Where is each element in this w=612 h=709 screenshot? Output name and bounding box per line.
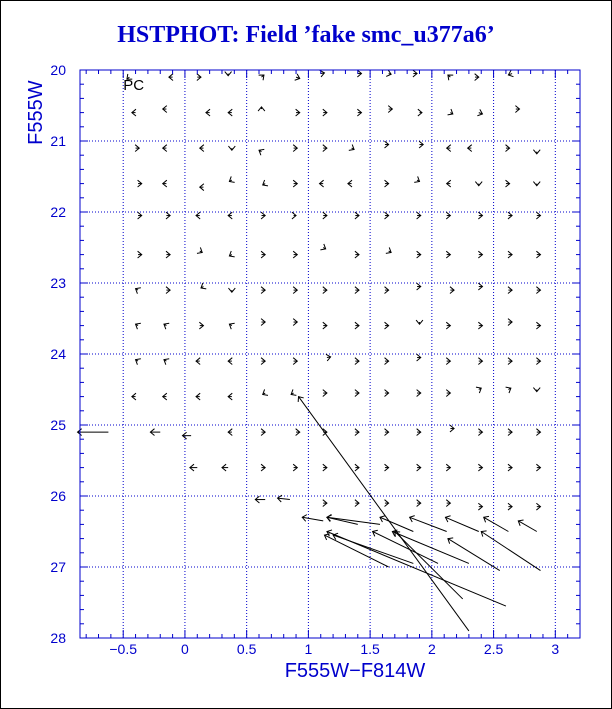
vector-arrow [536,464,540,471]
y-tick-label: 20 [50,62,66,78]
vector-head [136,359,141,365]
vector-arrow [166,287,170,294]
vector-arrow [506,387,511,393]
vector-arrow [326,354,331,361]
x-axis-label: F555W−F814W [284,660,426,682]
vector-arrow [478,212,482,219]
vector-arrow [536,212,540,219]
vector-arrow [417,429,421,436]
vector-arrow [259,75,264,80]
vector-arrow [169,74,173,81]
vector-arrow [484,516,509,531]
vector-arrow [355,429,359,436]
vector-arrow [468,145,472,152]
vector-arrow [201,283,206,289]
vector-shaft [392,532,469,564]
vector-arrow [417,464,421,471]
vector-head [197,247,202,253]
vector-shaft [299,397,469,631]
vector-arrow [163,393,167,400]
vector-head [164,359,169,365]
vector-arrow [228,393,232,400]
vector-arrow [478,322,482,329]
vector-arrow [385,287,389,294]
vector-arrow [386,70,391,77]
vector-arrow [228,109,232,116]
vector-arrow [293,145,297,152]
vector-arrow [135,145,139,152]
vector-arrow [478,464,482,471]
vector-arrow [132,393,136,400]
vector-arrow [298,397,469,631]
vector-arrow [228,429,232,436]
vector-arrow [261,212,265,219]
vector-layer [78,70,541,631]
axis-ticks [50,62,580,657]
vector-head [201,283,206,289]
vector-arrow [385,212,389,219]
vector-arrow [533,388,540,392]
vector-arrow [385,429,389,436]
vector-arrow [355,358,359,365]
vector-arrow [536,358,540,365]
vector-arrow [417,212,421,219]
vector-arrow [508,464,512,471]
vector-arrow [506,180,510,187]
y-tick-label: 22 [50,204,66,220]
vector-arrow [163,145,167,152]
vector-arrow [228,146,235,150]
vector-arrow [355,500,359,507]
vector-shaft [448,539,500,571]
x-tick-label: 3 [551,641,560,657]
vector-arrow [132,109,136,116]
vector-arrow [222,464,228,471]
vector-arrow [475,74,479,81]
vector-arrow [228,288,235,292]
vector-arrow [348,180,352,187]
vector-arrow [410,516,447,532]
vector-arrow [324,534,388,567]
vector-arrow [166,251,170,258]
vector-arrow [206,109,210,116]
vector-arrow [450,287,454,294]
vector-arrow [261,251,265,258]
vector-arrow [136,359,141,365]
vector-arrow [536,429,540,436]
vector-arrow [78,429,109,436]
x-tick-label: 0 [181,641,189,657]
vector-arrow [416,320,423,324]
vector-arrow [380,516,413,532]
x-tick-label: 2.5 [483,641,504,657]
vector-arrow [386,247,391,253]
vector-arrow [259,149,264,155]
x-tick-label: 2 [427,641,436,657]
vector-arrow [448,75,453,80]
vector-arrow [355,287,359,294]
vector-arrow [293,251,297,258]
vector-head [476,387,481,393]
vector-arrow [477,109,482,115]
vector-arrow [417,251,421,258]
vector-arrow [476,387,481,393]
x-tick-label: −0.5 [109,641,138,657]
vector-arrow [255,496,265,503]
vector-head [386,70,391,77]
vector-shaft [380,517,413,531]
vector-arrow [417,283,421,290]
y-tick-label: 21 [50,133,66,149]
x-tick-label: 1 [304,641,313,657]
vector-head [164,323,169,329]
vector-arrow [258,107,265,111]
x-tick-label: 1.5 [360,641,380,657]
vector-arrow [508,212,512,219]
vector-arrow [295,74,300,80]
vector-arrow [200,145,204,152]
vector-arrow [515,106,519,113]
vector-arrow [536,503,540,510]
vector-arrow [150,429,160,436]
vector-head [263,389,268,395]
y-tick-label: 26 [50,488,66,504]
vector-arrow [536,251,540,258]
vector-arrow [447,145,451,152]
vector-arrow [478,283,482,290]
vector-arrow [197,74,201,81]
vector-arrow [536,287,540,294]
y-tick-label: 24 [50,346,66,362]
vector-arrow [536,322,540,329]
vector-arrow [164,359,169,365]
vector-arrow [229,176,234,182]
chip-label: PC [123,76,145,94]
vector-arrow [448,109,453,115]
vector-arrow [323,500,327,507]
vector-arrow [136,323,141,329]
x-tick-label: 0.5 [236,641,257,657]
vector-shaft [327,532,506,607]
vector-arrow [138,180,142,187]
vector-arrow [446,358,450,365]
vector-arrow [446,464,450,471]
vector-head [259,149,264,155]
vector-arrow [475,182,482,186]
vector-arrow [293,358,297,365]
vector-arrow [197,247,202,253]
y-tick-label: 28 [50,630,66,646]
vector-arrow [450,425,454,432]
vector-arrow [323,322,327,329]
vector-arrow [225,72,232,76]
vector-head [229,176,234,182]
vector-head [448,109,453,115]
vector-arrow [446,500,450,507]
vector-arrow [508,503,512,510]
vector-arrow [261,358,265,365]
vector-arrow [533,150,540,154]
vector-arrow [355,322,359,329]
vector-arrow [385,180,389,187]
vector-arrow [136,288,141,294]
vector-arrow [355,464,359,471]
vector-arrow [478,251,482,258]
vector-head [506,387,511,393]
vector-head [136,288,141,294]
vector-arrow [293,319,297,326]
y-tick-label: 25 [50,417,66,433]
vector-arrow [196,212,200,219]
vector-arrow [261,429,265,436]
vector-arrow [261,287,265,294]
vector-arrow [261,464,265,471]
vector-head [349,145,354,151]
vector-arrow [229,251,234,257]
vector-arrow [508,429,512,436]
y-tick-label: 23 [50,275,66,291]
vector-arrow [323,287,327,294]
vector-arrow [200,184,204,191]
vector-arrow [355,212,359,219]
vector-arrow [385,500,389,507]
vector-arrow [385,464,389,471]
vector-shaft [518,521,537,532]
y-tick-label: 27 [50,559,66,575]
vector-arrow [263,180,268,186]
vector-arrow [385,358,389,365]
vector-arrow [518,520,537,532]
vector-arrow [323,145,327,152]
vector-arrow [349,145,354,151]
vector-arrow [302,515,323,522]
vector-arrow [163,180,167,187]
vector-shaft [410,517,447,531]
vector-arrow [418,109,422,116]
vector-arrow [293,464,297,471]
vector-arrow [199,322,203,329]
vector-arrow [228,358,232,365]
vector-arrow [446,212,450,219]
vector-head [229,251,234,257]
vector-arrow [355,390,359,397]
vector-arrow [417,500,421,507]
vector-arrow [357,109,361,116]
vector-arrow [164,323,169,329]
vector-arrow [508,70,513,76]
vector-head [386,247,391,253]
vector-shaft [373,532,438,564]
vector-head [320,244,325,250]
vector-arrow [138,212,142,219]
vector-arrow [417,390,421,397]
vector-arrow [196,358,200,365]
vector-arrow [355,251,359,258]
vector-head [229,323,234,329]
vector-arrow [166,212,170,219]
chart-title: HSTPHOT: Field ’fake smc_u377a6’ [117,22,495,48]
vector-head [414,176,419,182]
vector-arrow [323,109,327,116]
vector-arrow [190,464,197,471]
vector-arrow [447,180,451,187]
vector-arrow [291,389,296,395]
vector-arrow [533,182,540,186]
vector-arrow [261,319,265,326]
vector-arrow [296,109,300,116]
vector-arrow [446,390,450,397]
vector-arrow [508,287,512,294]
vector-arrow [138,251,142,258]
vector-arrow [263,389,268,395]
vector-arrow [508,358,512,365]
vector-arrow [417,354,421,361]
vector-arrow [385,390,389,397]
vector-arrow [419,141,423,148]
vector-arrow [385,322,389,329]
vector-head [263,180,268,186]
vector-arrow [320,244,325,250]
vector-arrow [446,251,450,258]
vector-arrow [323,464,327,471]
vector-arrow [414,176,419,182]
vector-arrow [320,180,324,187]
vector-arrow [445,516,478,532]
vector-arrow [229,323,234,329]
gridlines [80,70,580,638]
vector-arrow [478,429,482,436]
vector-arrow [292,212,296,219]
vector-arrow [478,503,482,510]
vector-arrow [446,322,450,329]
vector-arrow [508,319,512,326]
y-axis-label: F555W [25,80,47,145]
vector-arrow [388,106,392,113]
vector-arrow [413,70,417,77]
vector-arrow [508,251,512,258]
vector-arrow [296,429,300,436]
vector-head [291,389,296,395]
vector-arrow [385,141,389,148]
vector-arrow [506,145,510,152]
vector-arrow [293,287,297,294]
vector-shaft [484,517,509,531]
vector-arrow [163,106,167,113]
vector-arrow [182,432,191,439]
vector-arrow [278,495,290,502]
vector-arrow [323,390,327,397]
vector-arrow [478,358,482,365]
vector-arrow [293,180,297,187]
vector-head [136,323,141,329]
vector-arrow [196,393,200,400]
vector-arrow [323,212,327,219]
vector-shaft [445,517,478,531]
vector-arrow [448,538,500,571]
vector-arrow [228,212,232,219]
